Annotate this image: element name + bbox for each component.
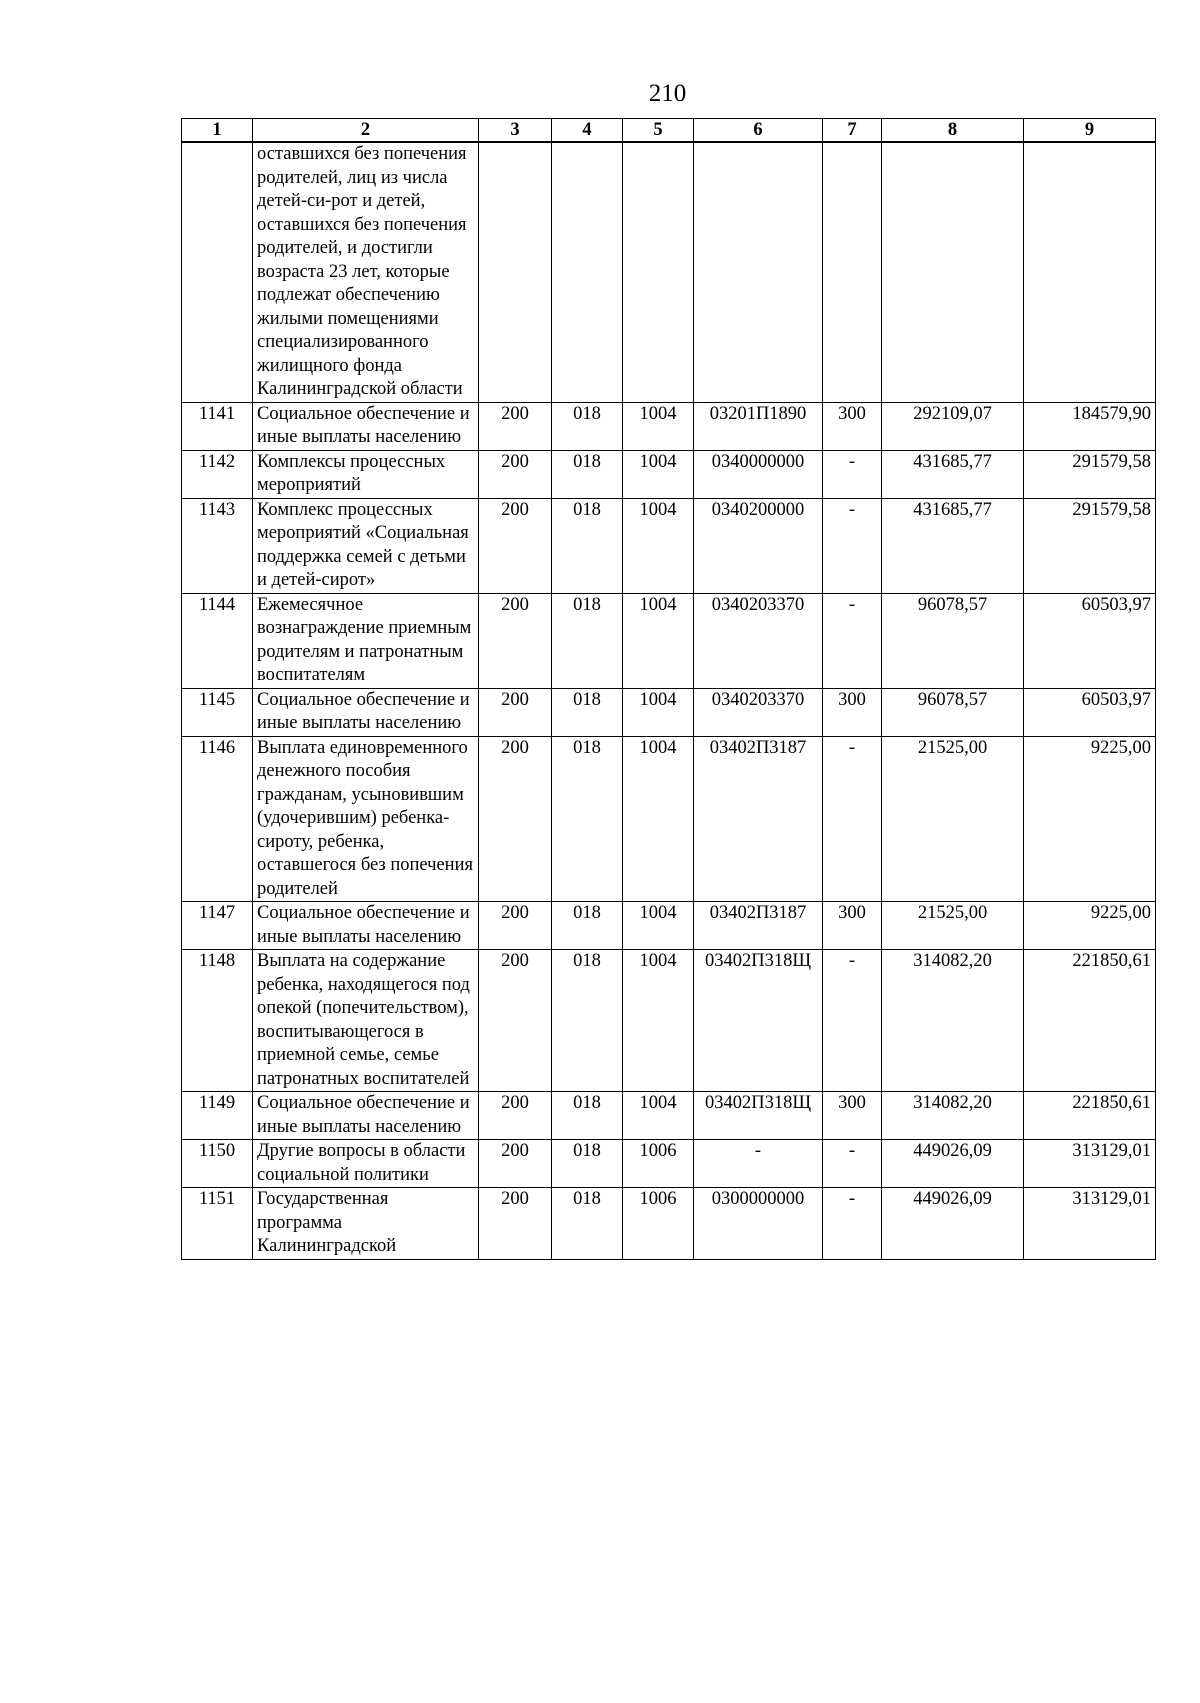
target-article: 03402П3187 [694, 736, 823, 902]
code-col-3: 200 [479, 593, 552, 688]
item-name: Социальное обеспечение и иные выплаты населению [253, 1092, 479, 1140]
code-col-4 [552, 142, 623, 402]
row-number [182, 142, 253, 402]
item-name: Выплата единовременного денежного пособия гражданам, усыновившим (удочерившим) ребенка-сироту, ребенка, оставшегося без попечения родителей [253, 736, 479, 902]
table-row [182, 1092, 1156, 1140]
item-name: Социальное обеспечение и иные выплаты населению [253, 688, 479, 736]
expense-type: 300 [823, 902, 882, 950]
amount-col-9: 313129,01 [1024, 1188, 1156, 1260]
amount-col-8 [882, 142, 1024, 402]
expense-type: - [823, 1188, 882, 1260]
code-col-3 [479, 142, 552, 402]
row-number: 1143 [182, 498, 253, 593]
target-article: 0340200000 [694, 498, 823, 593]
target-article: 0300000000 [694, 1188, 823, 1260]
header-col-1: 1 [182, 119, 253, 143]
expense-type: 300 [823, 688, 882, 736]
expense-type: 300 [823, 402, 882, 450]
header-col-7: 7 [823, 119, 882, 143]
table-row [182, 498, 1156, 593]
header-col-3: 3 [479, 119, 552, 143]
table-row [182, 736, 1156, 902]
header-row [182, 119, 1156, 143]
amount-col-9: 221850,61 [1024, 950, 1156, 1092]
amount-col-9: 313129,01 [1024, 1140, 1156, 1188]
table-row [182, 1140, 1156, 1188]
amount-col-9: 9225,00 [1024, 902, 1156, 950]
code-col-4: 018 [552, 1188, 623, 1260]
table-body [182, 142, 1156, 1259]
amount-col-8: 292109,07 [882, 402, 1024, 450]
target-article: 03402П318Щ [694, 1092, 823, 1140]
target-article: - [694, 1140, 823, 1188]
item-name: Комплексы процессных мероприятий [253, 450, 479, 498]
code-col-3: 200 [479, 402, 552, 450]
expense-type: - [823, 950, 882, 1092]
code-col-3: 200 [479, 450, 552, 498]
budget-table [181, 118, 1156, 1260]
table-row [182, 402, 1156, 450]
row-number: 1141 [182, 402, 253, 450]
section-code: 1004 [623, 498, 694, 593]
code-col-3: 200 [479, 688, 552, 736]
code-col-3: 200 [479, 1140, 552, 1188]
header-col-5: 5 [623, 119, 694, 143]
amount-col-9 [1024, 142, 1156, 402]
table-row [182, 902, 1156, 950]
target-article: 0340000000 [694, 450, 823, 498]
table-row [182, 950, 1156, 1092]
table-row [182, 1188, 1156, 1260]
code-col-4: 018 [552, 950, 623, 1092]
target-article: 03201П1890 [694, 402, 823, 450]
amount-col-8: 314082,20 [882, 950, 1024, 1092]
section-code: 1004 [623, 950, 694, 1092]
code-col-4: 018 [552, 498, 623, 593]
code-col-3: 200 [479, 498, 552, 593]
item-name: Комплекс процессных мероприятий «Социальная поддержка семей с детьми и детей-сирот» [253, 498, 479, 593]
code-col-4: 018 [552, 450, 623, 498]
amount-col-9: 184579,90 [1024, 402, 1156, 450]
code-col-4: 018 [552, 593, 623, 688]
amount-col-8: 96078,57 [882, 688, 1024, 736]
item-name: Выплата на содержание ребенка, находящегося под опекой (попечительством), воспитывающегося в приемной семье, семье патронатных воспитателей [253, 950, 479, 1092]
section-code: 1006 [623, 1188, 694, 1260]
section-code: 1006 [623, 1140, 694, 1188]
amount-col-8: 21525,00 [882, 902, 1024, 950]
item-name: Другие вопросы в области социальной политики [253, 1140, 479, 1188]
section-code: 1004 [623, 450, 694, 498]
item-name: Социальное обеспечение и иные выплаты населению [253, 402, 479, 450]
target-article: 03402П318Щ [694, 950, 823, 1092]
amount-col-9: 291579,58 [1024, 450, 1156, 498]
amount-col-8: 314082,20 [882, 1092, 1024, 1140]
table-row [182, 450, 1156, 498]
code-col-4: 018 [552, 1140, 623, 1188]
row-number: 1147 [182, 902, 253, 950]
item-name: оставшихся без попечения родителей, лиц из числа детей-си-рот и детей, оставшихся без попечения родителей, и достигли возраста 23 лет, которые подлежат обеспечению жилыми помещениями специализированного жилищного фонда Калининградской области [253, 142, 479, 402]
code-col-4: 018 [552, 736, 623, 902]
expense-type: 300 [823, 1092, 882, 1140]
item-name: Ежемесячное вознаграждение приемным родителям и патронатным воспитателям [253, 593, 479, 688]
amount-col-8: 431685,77 [882, 498, 1024, 593]
table-header [182, 119, 1156, 143]
header-col-8: 8 [882, 119, 1024, 143]
expense-type: - [823, 1140, 882, 1188]
expense-type [823, 142, 882, 402]
amount-col-9: 221850,61 [1024, 1092, 1156, 1140]
section-code: 1004 [623, 688, 694, 736]
code-col-3: 200 [479, 1092, 552, 1140]
code-col-3: 200 [479, 902, 552, 950]
table-row [182, 688, 1156, 736]
expense-type: - [823, 450, 882, 498]
row-number: 1148 [182, 950, 253, 1092]
target-article [694, 142, 823, 402]
section-code: 1004 [623, 736, 694, 902]
table-row [182, 593, 1156, 688]
code-col-4: 018 [552, 902, 623, 950]
amount-col-8: 431685,77 [882, 450, 1024, 498]
code-col-4: 018 [552, 1092, 623, 1140]
code-col-4: 018 [552, 688, 623, 736]
amount-col-8: 96078,57 [882, 593, 1024, 688]
row-number: 1151 [182, 1188, 253, 1260]
row-number: 1150 [182, 1140, 253, 1188]
target-article: 0340203370 [694, 688, 823, 736]
amount-col-9: 291579,58 [1024, 498, 1156, 593]
header-col-2: 2 [253, 119, 479, 143]
item-name: Государственная программа Калининградской [253, 1188, 479, 1260]
header-col-4: 4 [552, 119, 623, 143]
row-number: 1144 [182, 593, 253, 688]
section-code [623, 142, 694, 402]
row-number: 1146 [182, 736, 253, 902]
amount-col-8: 449026,09 [882, 1188, 1024, 1260]
amount-col-9: 60503,97 [1024, 593, 1156, 688]
code-col-3: 200 [479, 1188, 552, 1260]
page-number: 210 [648, 80, 687, 107]
amount-col-9: 9225,00 [1024, 736, 1156, 902]
section-code: 1004 [623, 593, 694, 688]
amount-col-8: 449026,09 [882, 1140, 1024, 1188]
expense-type: - [823, 498, 882, 593]
row-number: 1142 [182, 450, 253, 498]
amount-col-8: 21525,00 [882, 736, 1024, 902]
target-article: 0340203370 [694, 593, 823, 688]
table-row [182, 142, 1156, 402]
expense-type: - [823, 736, 882, 902]
header-col-9: 9 [1024, 119, 1156, 143]
item-name: Социальное обеспечение и иные выплаты населению [253, 902, 479, 950]
row-number: 1145 [182, 688, 253, 736]
code-col-4: 018 [552, 402, 623, 450]
code-col-3: 200 [479, 950, 552, 1092]
target-article: 03402П3187 [694, 902, 823, 950]
expense-type: - [823, 593, 882, 688]
amount-col-9: 60503,97 [1024, 688, 1156, 736]
code-col-3: 200 [479, 736, 552, 902]
section-code: 1004 [623, 402, 694, 450]
row-number: 1149 [182, 1092, 253, 1140]
section-code: 1004 [623, 1092, 694, 1140]
header-col-6: 6 [694, 119, 823, 143]
section-code: 1004 [623, 902, 694, 950]
